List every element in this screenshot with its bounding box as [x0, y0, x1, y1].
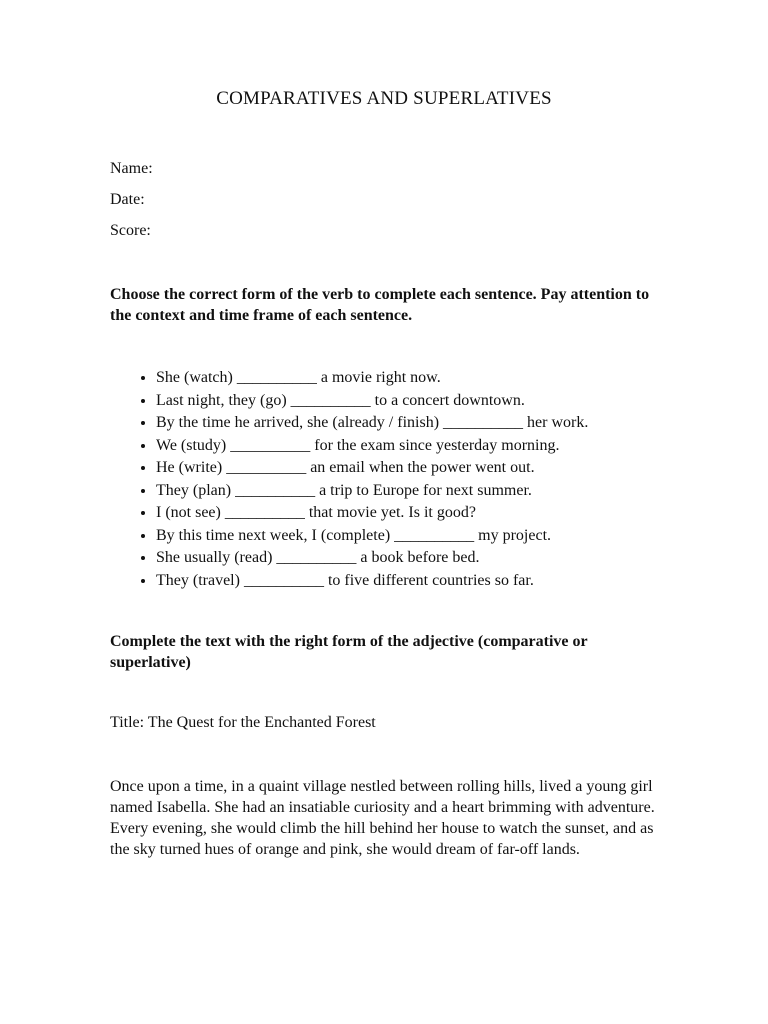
exercise-item: • We (study) __________ for the exam since yesterday morning.: [156, 435, 716, 458]
exercise-item: • She (watch) __________ a movie right now.: [156, 367, 716, 390]
date-label: Date:: [110, 191, 145, 208]
exercise-item: • I (not see) __________ that movie yet. Is it good?: [156, 502, 716, 525]
section2-instruction: Complete the text with the right form of the adjective (comparative or superlative): [110, 633, 588, 671]
exercise-item: • By this time next week, I (complete) __________ my project.: [156, 525, 716, 548]
name-label: Name:: [110, 160, 153, 177]
exercise-item: • He (write) __________ an email when the power went out.: [156, 457, 716, 480]
page-title: COMPARATIVES AND SUPERLATIVES: [216, 88, 552, 109]
story-title: Title: The Quest for the Enchanted Forest: [110, 714, 376, 731]
exercise-item: • Last night, they (go) __________ to a concert downtown.: [156, 390, 716, 413]
exercise-list: [110, 367, 716, 592]
exercise-item: • She usually (read) __________ a book before bed.: [156, 547, 716, 570]
exercise-item: • They (travel) __________ to five different countries so far.: [156, 570, 716, 593]
exercise-item: • By the time he arrived, she (already / finish) __________ her work.: [156, 412, 716, 435]
score-label: Score:: [110, 222, 151, 239]
story-paragraph: Once upon a time, in a quaint village nestled between rolling hills, lived a young girl named Isabella. She had an insatiable curiosity and a heart brimming with adventure. Every evening, she would climb the hill behind her house to watch the sunset, and as the sky turned hues of orange and pink, she would dream of far-off lands.: [110, 778, 655, 858]
exercise-item: • They (plan) __________ a trip to Europe for next summer.: [156, 480, 716, 503]
section1-instruction: Choose the correct form of the verb to complete each sentence. Pay attention to the context and time frame of each sentence.: [110, 286, 650, 324]
